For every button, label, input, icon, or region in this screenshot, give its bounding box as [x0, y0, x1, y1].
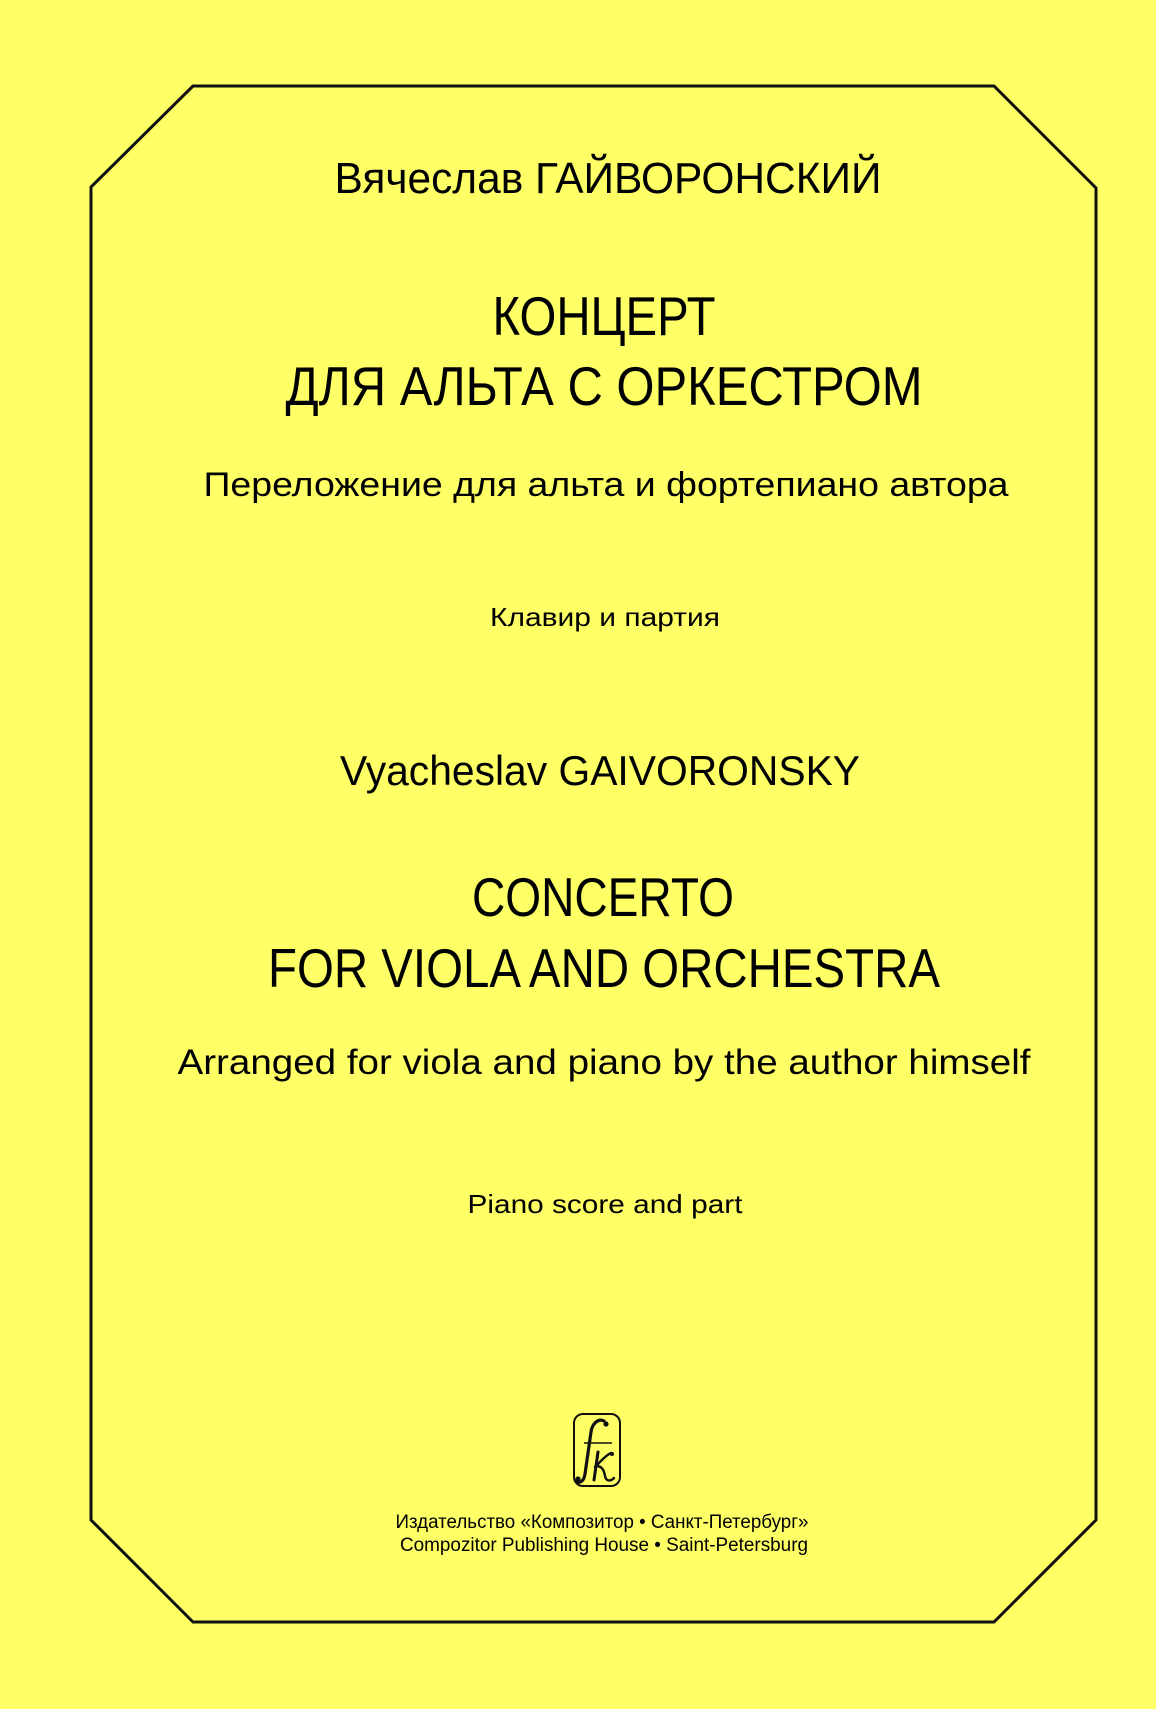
edition-en: Piano score and part — [467, 1189, 744, 1219]
subtitle-ru: Переложение для альта и фортепиано автора — [203, 466, 1009, 504]
publisher-line-ru: Издательство «Композитор • Санкт-Петербург» — [395, 1512, 809, 1533]
title-ru-line2: ДЛЯ АЛЬТА С ОРКЕСТРОМ — [285, 355, 923, 417]
edition-ru: Клавир и партия — [490, 602, 720, 632]
title-ru-line1: КОНЦЕРТ — [492, 285, 716, 347]
title-en-line2: FOR VIOLA AND ORCHESTRA — [268, 937, 941, 999]
subtitle-en: Arranged for viola and piano by the author himself — [177, 1043, 1031, 1082]
composer-name-en: Vyacheslav GAIVORONSKY — [340, 747, 860, 794]
composer-name-ru: Вячеслав ГАЙВОРОНСКИЙ — [334, 154, 902, 203]
title-en-line1: CONCERTO — [472, 866, 734, 928]
publisher-line-en: Compozitor Publishing House • Saint-Petersburg — [400, 1535, 808, 1556]
